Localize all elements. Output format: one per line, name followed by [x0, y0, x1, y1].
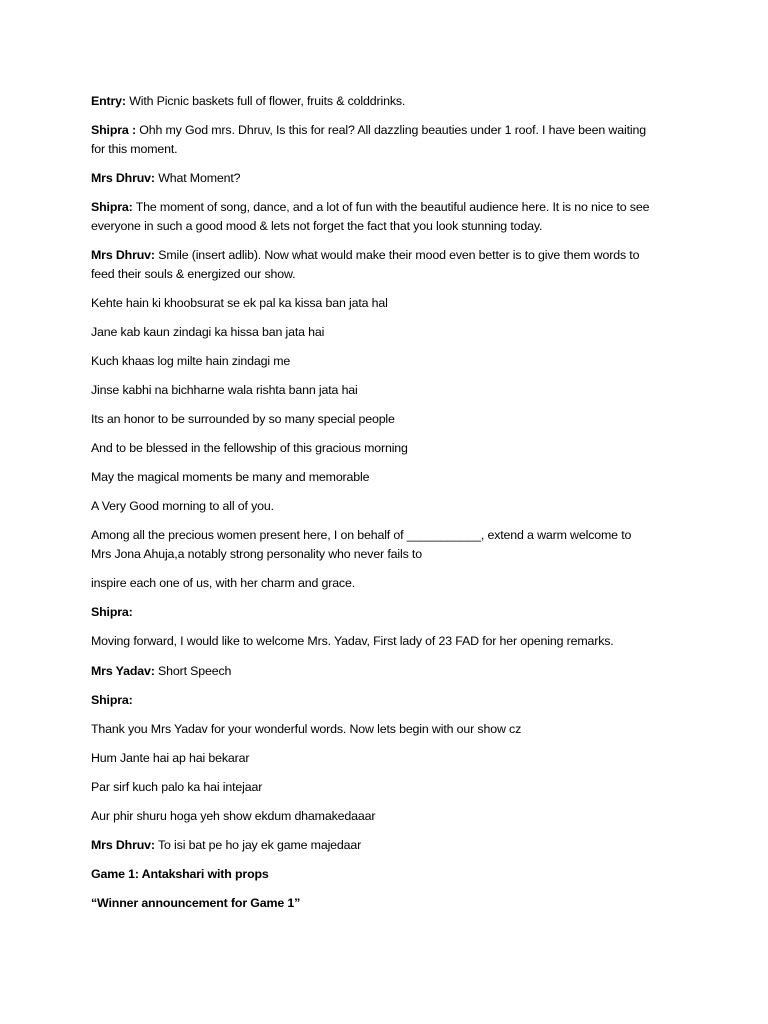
- welcome-line-end: inspire each one of us, with her charm and grace.: [91, 576, 356, 590]
- verse-line: May the magical moments be many and memorable: [91, 470, 370, 484]
- line-text: Ohh my God mrs. Dhruv, Is this for real? All dazzling beauties under 1 roof. I have been waiting: [135, 123, 646, 137]
- verse-line: Par sirf kuch palo ka hai intejaar: [91, 780, 263, 794]
- dialogue-line: [91, 246, 691, 265]
- speaker-label: Shipra:: [91, 200, 133, 214]
- dialogue-text: Thank you Mrs Yadav for your wonderful words. Now lets begin with our show cz: [91, 722, 522, 736]
- announcement-heading: “Winner announcement for Game 1”: [91, 896, 301, 910]
- line-text: To isi bat pe ho jay ek game majedaar: [154, 838, 362, 852]
- greeting-line: A Very Good morning to all of you.: [91, 499, 274, 513]
- dialogue-text: Moving forward, I would like to welcome Mrs. Yadav, First lady of 23 FAD for her opening remarks.: [91, 634, 614, 648]
- speaker-label: Mrs Dhruv:: [91, 171, 155, 185]
- speaker-label: Shipra :: [91, 123, 136, 137]
- verse-line: Aur phir shuru hoga yeh show ekdum dhamakedaaar: [91, 809, 376, 823]
- game-heading: Game 1: Antakshari with props: [91, 867, 269, 881]
- dialogue-line-continued: everyone in such a good mood & lets not forget the fact that you look stunning today.: [91, 219, 543, 233]
- speaker-label: Entry:: [91, 94, 126, 108]
- dialogue-line-continued: for this moment.: [91, 142, 178, 156]
- speaker-heading: Shipra:: [91, 693, 133, 707]
- verse-line: Its an honor to be surrounded by so many special people: [91, 412, 395, 426]
- verse-line: Kuch khaas log milte hain zindagi me: [91, 354, 291, 368]
- speaker-label: Mrs Yadav:: [91, 664, 155, 678]
- entry-line: [91, 92, 691, 111]
- welcome-line-continued: Mrs Jona Ahuja,a notably strong personality who never fails to: [91, 547, 422, 561]
- line-text: Short Speech: [154, 664, 232, 678]
- verse-line: Kehte hain ki khoobsurat se ek pal ka kissa ban jata hal: [91, 296, 388, 310]
- verse-line: Jinse kabhi na bichharne wala rishta bann jata hai: [91, 383, 358, 397]
- line-text: With Picnic baskets full of flower, fruits & colddrinks.: [125, 94, 406, 108]
- verse-line: Hum Jante hai ap hai bekarar: [91, 751, 250, 765]
- dialogue-line-continued: feed their souls & energized our show.: [91, 267, 296, 281]
- speaker-label: Mrs Dhruv:: [91, 838, 155, 852]
- line-text: The moment of song, dance, and a lot of fun with the beautiful audience here. It is no nice to see: [132, 200, 650, 214]
- line-text: What Moment?: [154, 171, 241, 185]
- dialogue-line: [91, 836, 691, 855]
- speaker-label: Mrs Dhruv:: [91, 248, 155, 262]
- line-text: Smile (insert adlib). Now what would make their mood even better is to give them words to: [154, 248, 640, 262]
- dialogue-line: [91, 198, 691, 217]
- dialogue-line: [91, 121, 691, 140]
- dialogue-line: [91, 169, 691, 188]
- verse-line: Jane kab kaun zindagi ka hissa ban jata hai: [91, 325, 325, 339]
- dialogue-line: [91, 662, 691, 681]
- verse-line: And to be blessed in the fellowship of this gracious morning: [91, 441, 408, 455]
- welcome-line: Among all the precious women present here, I on behalf of ___________, extend a warm welcome to: [91, 528, 632, 542]
- speaker-heading: Shipra:: [91, 605, 133, 619]
